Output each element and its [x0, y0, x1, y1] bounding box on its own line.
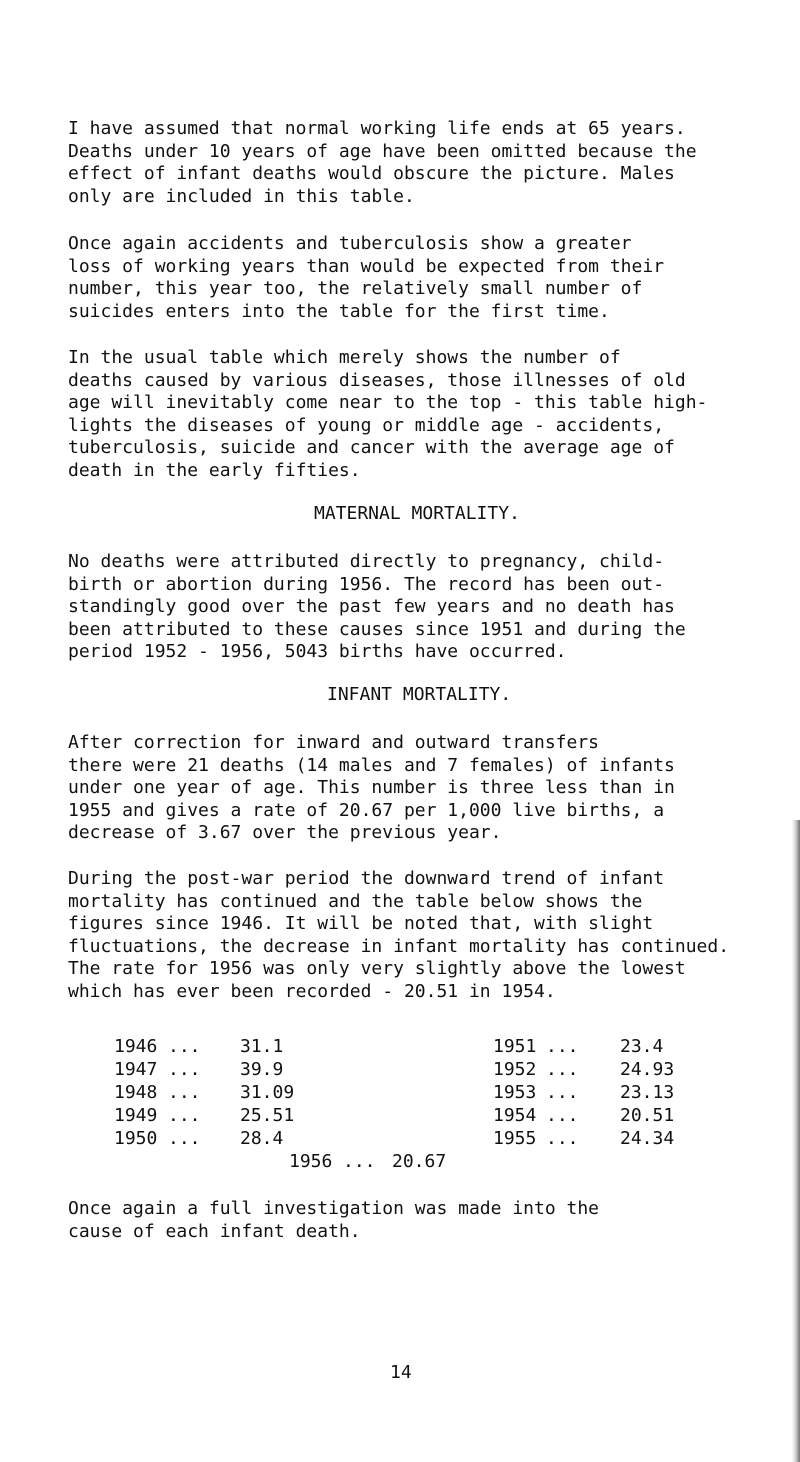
table-rate: 24.93: [620, 1059, 675, 1080]
text-line: period 1952 - 1956, 5043 births have occurred.: [68, 641, 567, 662]
text-line: After correction for inward and outward transfers: [68, 732, 600, 753]
table-rate: 23.13: [620, 1082, 675, 1103]
table-dots: ...: [168, 1059, 201, 1080]
text-line: tuberculosis, suicide and cancer with the average age of: [68, 437, 675, 458]
table-rate: 31.09: [240, 1082, 295, 1103]
text-line: The rate for 1956 was only very slightly above the lowest: [68, 958, 686, 979]
paragraph-maternal: [68, 551, 798, 664]
table-rate: 31.1: [240, 1036, 284, 1057]
paragraph-usual-table: [68, 347, 798, 482]
page-number: 14: [390, 1362, 412, 1383]
text-line: I have assumed that normal working life ends at 65 years.: [68, 118, 686, 139]
text-line: there were 21 deaths (14 males and 7 females) of infants: [68, 754, 675, 776]
text-line: only are included in this table.: [68, 185, 415, 207]
table-dots: ...: [168, 1128, 201, 1149]
table-rate: 20.67: [392, 1151, 447, 1172]
text-line: loss of working years than would be expected from their: [68, 255, 665, 277]
table-year: 1948: [114, 1082, 158, 1103]
table-year: 1952: [493, 1059, 537, 1080]
text-line: lights the diseases of young or middle age - accidents,: [68, 414, 665, 436]
text-line: age will inevitably come near to the top - this table high-: [68, 392, 708, 413]
paragraph-accidents: [68, 233, 798, 323]
table-rate: 39.9: [240, 1059, 284, 1080]
table-dots: ...: [546, 1059, 579, 1080]
table-rate: 20.51: [620, 1105, 675, 1126]
text-line: cause of each infant death.: [68, 1220, 361, 1242]
text-line: under one year of age. This number is three less than in: [68, 777, 675, 798]
text-line: birth or abortion during 1956. The record has been out-: [68, 573, 665, 595]
text-line: fluctuations, the decrease in infant mortality has continued.: [68, 935, 730, 957]
table-year: 1947: [114, 1059, 158, 1080]
table-dots: ...: [546, 1128, 579, 1149]
text-line: mortality has continued and the table below shows the: [68, 890, 643, 912]
table-year: 1950: [114, 1128, 158, 1149]
table-year: 1951: [493, 1036, 537, 1057]
table-dots: ...: [168, 1105, 201, 1126]
text-line: effect of infant deaths would obscure the picture. Males: [68, 163, 675, 184]
text-line: 1955 and gives a rate of 20.67 per 1,000 live births, a: [68, 799, 665, 821]
table-dots: ...: [343, 1151, 376, 1172]
text-line: standingly good over the past few years and no death has: [68, 596, 675, 617]
table-rate: 23.4: [620, 1036, 664, 1057]
table-dots: ...: [546, 1036, 579, 1057]
table-year: 1955: [493, 1128, 537, 1149]
table-dots: ...: [168, 1082, 201, 1103]
table-year: 1954: [493, 1105, 537, 1126]
table-dots: ...: [546, 1105, 579, 1126]
text-line: death in the early fifties.: [68, 459, 361, 481]
table-rate: 24.34: [620, 1128, 675, 1149]
paragraph-post-war: [68, 868, 798, 1003]
table-year: 1949: [114, 1105, 158, 1126]
table-year: 1946: [114, 1036, 158, 1057]
heading-infant-mortality: INFANT MORTALITY.: [327, 684, 512, 705]
text-line: In the usual table which merely shows the number of: [68, 347, 621, 368]
table-dots: ...: [168, 1036, 201, 1057]
table-rate: 25.51: [240, 1105, 295, 1126]
text-line: deaths caused by various diseases, those illnesses of old: [68, 369, 686, 391]
table-rate: 28.4: [240, 1128, 284, 1149]
heading-maternal-mortality: MATERNAL MORTALITY.: [314, 503, 520, 524]
paragraph-infant: [68, 732, 798, 845]
text-line: decrease of 3.67 over the previous year.: [68, 822, 502, 843]
text-line: which has ever been recorded - 20.51 in 1954.: [68, 980, 556, 1002]
text-line: Deaths under 10 years of age have been omitted because the: [68, 140, 697, 162]
text-line: During the post-war period the downward trend of infant: [68, 868, 665, 889]
text-line: suicides enters into the table for the first time.: [68, 300, 610, 322]
paragraph-working-life: [68, 118, 798, 208]
table-dots: ...: [546, 1082, 579, 1103]
text-line: Once again accidents and tuberculosis show a greater: [68, 233, 632, 254]
text-line: No deaths were attributed directly to pregnancy, child-: [68, 551, 665, 572]
text-line: figures since 1946. It will be noted that, with slight: [68, 913, 654, 934]
paragraph-investigation: [68, 1198, 798, 1243]
text-line: number, this year too, the relatively small number of: [68, 278, 643, 299]
scan-edge-shadow: [792, 820, 800, 1462]
text-line: Once again a full investigation was made into the: [68, 1198, 600, 1219]
table-year: 1953: [493, 1082, 537, 1103]
text-line: been attributed to these causes since 1951 and during the: [68, 618, 686, 640]
table-year: 1956: [289, 1151, 333, 1172]
